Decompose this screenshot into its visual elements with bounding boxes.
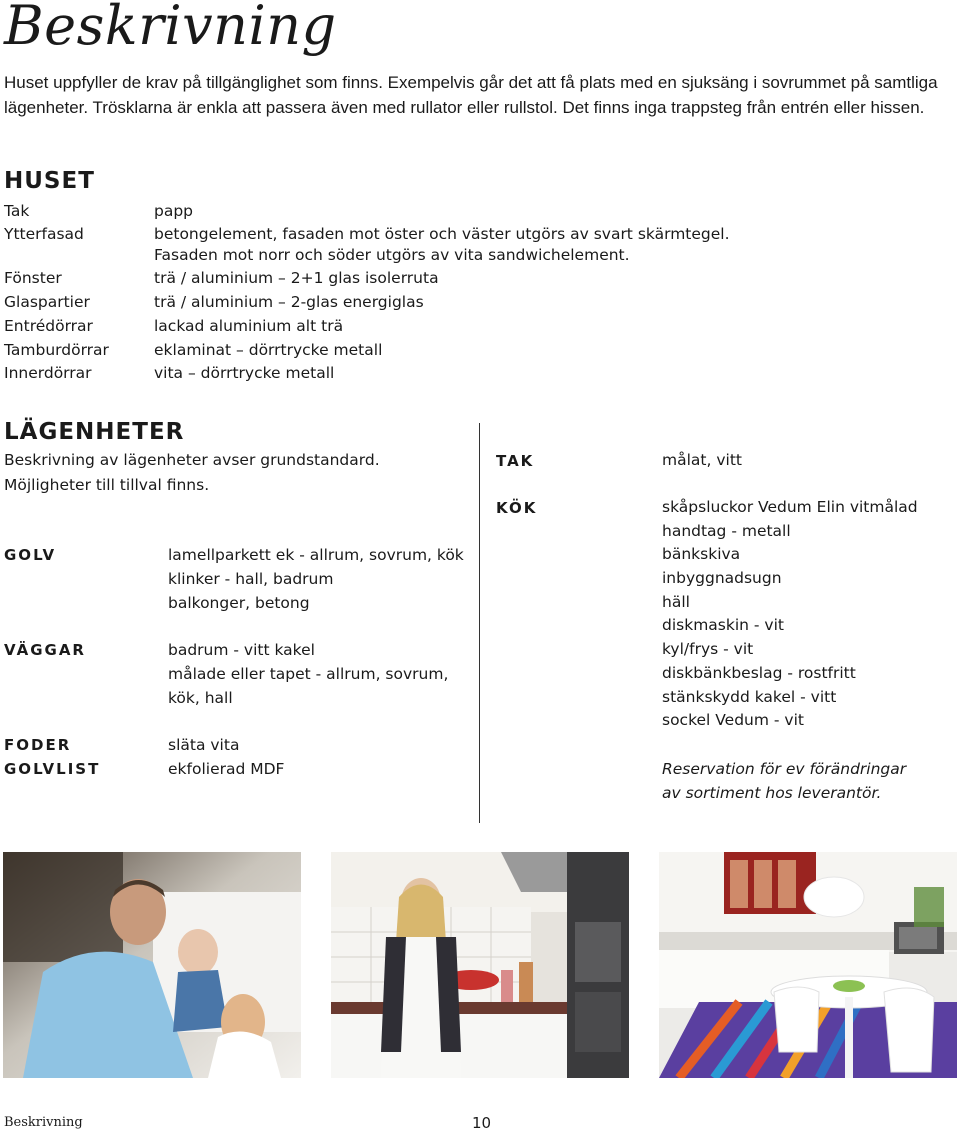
- kitchen-dining-photo: [659, 852, 957, 1078]
- lagenheter-description: [4, 448, 444, 498]
- lagenheter-desc-line: Beskrivning av lägenheter avser grundstandard.: [4, 451, 380, 469]
- column-divider: [479, 423, 480, 823]
- kok-item: bänkskiva: [662, 545, 741, 563]
- vaggar-line: badrum - vitt kakel: [168, 641, 315, 659]
- kok-item: diskmaskin - vit: [662, 616, 784, 634]
- intro-text: [4, 70, 956, 120]
- spec-label: Ytterfasad: [4, 225, 84, 243]
- spec-label: Tamburdörrar: [4, 341, 109, 359]
- page-number: 10: [472, 1114, 492, 1132]
- lagenheter-desc-line: Möjligheter till tillval finns.: [4, 476, 210, 494]
- foder-label: FODER: [4, 736, 72, 754]
- reservation-note: [662, 757, 906, 805]
- spec-value: trä / aluminium – 2+1 glas isolerruta: [154, 269, 439, 287]
- spec-label: Entrédörrar: [4, 317, 93, 335]
- spec-value: eklaminat – dörrtrycke metall: [154, 341, 383, 359]
- note-line: Reservation för ev förändringar: [662, 760, 907, 778]
- spec-value: papp: [154, 202, 194, 220]
- kok-label: KÖK: [496, 499, 538, 517]
- kok-item: inbyggnadsugn: [662, 569, 782, 587]
- kok-item: skåpsluckor Vedum Elin vitmålad: [662, 498, 918, 516]
- golvlist-label: GOLVLIST: [4, 760, 101, 778]
- vaggar-line: målade eller tapet - allrum, sovrum,: [168, 665, 449, 683]
- tak-label: TAK: [496, 452, 535, 470]
- golv-line: balkonger, betong: [168, 594, 310, 612]
- kok-item: sockel Vedum - vit: [662, 711, 804, 729]
- foder-value: släta vita: [168, 736, 240, 754]
- note-line: av sortiment hos leverantör.: [662, 784, 882, 802]
- lagenheter-heading: LÄGENHETER: [4, 419, 185, 445]
- spec-value: Fasaden mot norr och söder utgörs av vita sandwichelement.: [154, 246, 630, 264]
- spec-label: Tak: [4, 202, 30, 220]
- vaggar-label: VÄGGAR: [4, 641, 86, 659]
- spec-value: vita – dörrtrycke metall: [154, 364, 335, 382]
- spec-label: Fönster: [4, 269, 62, 287]
- spec-value: betongelement, fasaden mot öster och väster utgörs av svart skärmtegel.: [154, 225, 730, 243]
- kitchen-girl-photo: [331, 852, 629, 1078]
- intro-line-1: Huset uppfyller de krav på tillgänglighet som finns. Exempelvis går det att få plats med en sjuksäng i sovrummet på samtliga: [4, 73, 938, 92]
- spec-value: trä / aluminium – 2-glas energiglas: [154, 293, 424, 311]
- kok-item: stänkskydd kakel - vitt: [662, 688, 837, 706]
- spec-label: Innerdörrar: [4, 364, 92, 382]
- vaggar-line: kök, hall: [168, 689, 233, 707]
- kok-item: kyl/frys - vit: [662, 640, 754, 658]
- kok-item: handtag - metall: [662, 522, 791, 540]
- golv-line: lamellparkett ek - allrum, sovrum, kök: [168, 546, 464, 564]
- spec-label: Glaspartier: [4, 293, 90, 311]
- huset-heading: HUSET: [4, 168, 95, 194]
- footer-label: Beskrivning: [4, 1115, 83, 1130]
- intro-line-2: lägenheter. Trösklarna är enkla att passera även med rullator eller rullstol. Det finns inga trappsteg från entrén eller hissen.: [4, 98, 925, 117]
- golvlist-value: ekfolierad MDF: [168, 760, 285, 778]
- tak-value: målat, vitt: [662, 451, 742, 469]
- kok-item: diskbänkbeslag - rostfritt: [662, 664, 856, 682]
- golv-line: klinker - hall, badrum: [168, 570, 334, 588]
- spec-value: lackad aluminium alt trä: [154, 317, 344, 335]
- page-title: Beskrivning: [4, 0, 337, 57]
- kok-item: häll: [662, 593, 690, 611]
- family-photo: [3, 852, 301, 1078]
- golv-label: GOLV: [4, 546, 57, 564]
